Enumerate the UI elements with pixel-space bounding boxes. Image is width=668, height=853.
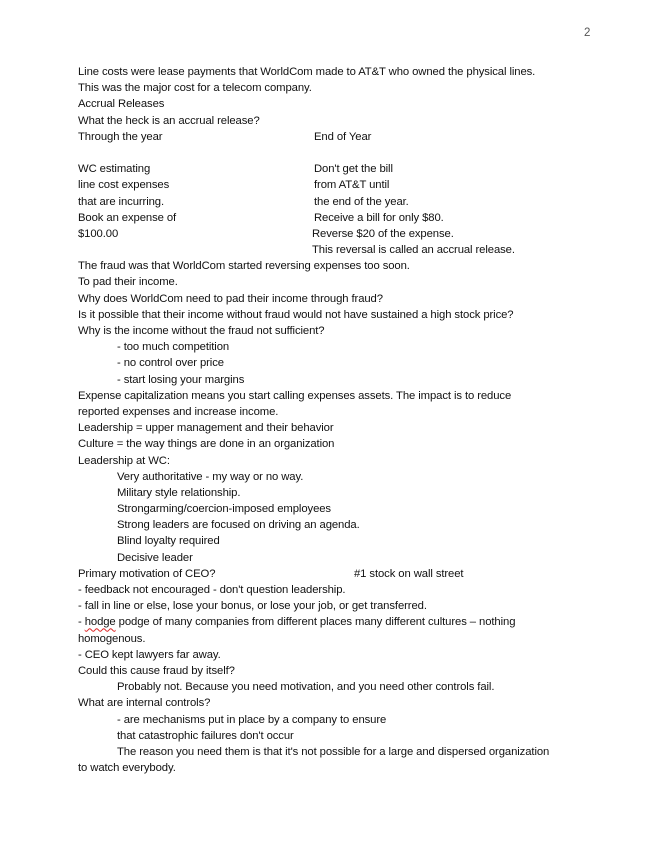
text-line: This was the major cost for a telecom company. — [78, 82, 312, 95]
text-line: Expense capitalization means you start calling expenses assets. The impact is to reduce — [78, 389, 512, 402]
text-line: Could this cause fraud by itself? — [78, 664, 235, 677]
text-line: Why is the income without the fraud not sufficient? — [78, 325, 325, 337]
two-column-line: line cost expenses from AT&T until — [78, 179, 390, 192]
text-line: Is it possible that their income without fraud would not have sustained a high stock price? — [78, 308, 514, 321]
two-column-line: Through the year End of Year — [78, 130, 372, 143]
indented-line: Very authoritative - my way or no way. — [117, 470, 304, 483]
indented-line: - are mechanisms put in place by a company to ensure — [117, 713, 387, 726]
text-line: Culture = the way things are done in an organization — [78, 438, 335, 451]
page-number: 2 — [584, 27, 591, 39]
indented-line: that catastrophic failures don't occur — [117, 729, 294, 742]
text-line: - feedback not encouraged - don't question leadership. — [78, 584, 346, 596]
indented-line: Military style relationship. — [117, 486, 241, 499]
indented-line: Blind loyalty required — [117, 535, 220, 548]
indented-line: - too much competition — [117, 341, 230, 354]
indented-line: Strong leaders are focused on driving an agenda. — [117, 519, 360, 532]
indented-line: The reason you need them is that it's not possible for a large and dispersed organization — [117, 745, 550, 758]
indented-line: Strongarming/coercion-imposed employees — [117, 503, 331, 516]
text-line: reported expenses and increase income. — [78, 405, 279, 418]
text-line: Leadership at WC: — [78, 454, 170, 467]
two-column-line: Primary motivation of CEO? #1 stock on wall street — [78, 567, 464, 580]
text-line: Why does WorldCom need to pad their income through fraud? — [78, 292, 383, 305]
text-line: The fraud was that WorldCom started reversing expenses too soon. — [78, 260, 410, 273]
text-line: - CEO kept lawyers far away. — [78, 648, 221, 661]
document-body — [78, 64, 618, 776]
two-column-line: This reversal is called an accrual release. — [312, 244, 515, 257]
text-line: What the heck is an accrual release? — [78, 114, 260, 127]
indented-line: Decisive leader — [117, 551, 193, 564]
text-line: Leadership = upper management and their behavior — [78, 422, 334, 435]
blank-line — [78, 145, 618, 161]
misspelled-word: hodge — [84, 616, 116, 629]
two-column-line: Book an expense of Receive a bill for only $80. — [78, 211, 444, 224]
text-line: What are internal controls? — [78, 697, 211, 710]
text-line: - fall in line or else, lose your bonus, or lose your job, or get transferred. — [78, 600, 427, 613]
heading-accrual-releases: Accrual Releases — [78, 98, 165, 111]
text-line: Line costs were lease payments that WorldCom made to AT&T who owned the physical lines. — [78, 66, 536, 78]
two-column-line: that are incurring. the end of the year. — [78, 195, 409, 208]
text-line: to watch everybody. — [78, 762, 176, 775]
two-column-line: $100.00 Reverse $20 of the expense. — [78, 227, 454, 240]
indented-line: Probably not. Because you need motivation, and you need other controls fail. — [117, 681, 495, 694]
indented-line: - start losing your margins — [117, 373, 245, 386]
text-line: - hodge podge of many companies from different places many different cultures – nothing — [78, 616, 516, 629]
indented-line: - no control over price — [117, 357, 224, 370]
text-line: To pad their income. — [78, 276, 178, 289]
text-line: homogenous. — [78, 632, 146, 645]
two-column-line: WC estimating Don't get the bill — [78, 163, 393, 176]
